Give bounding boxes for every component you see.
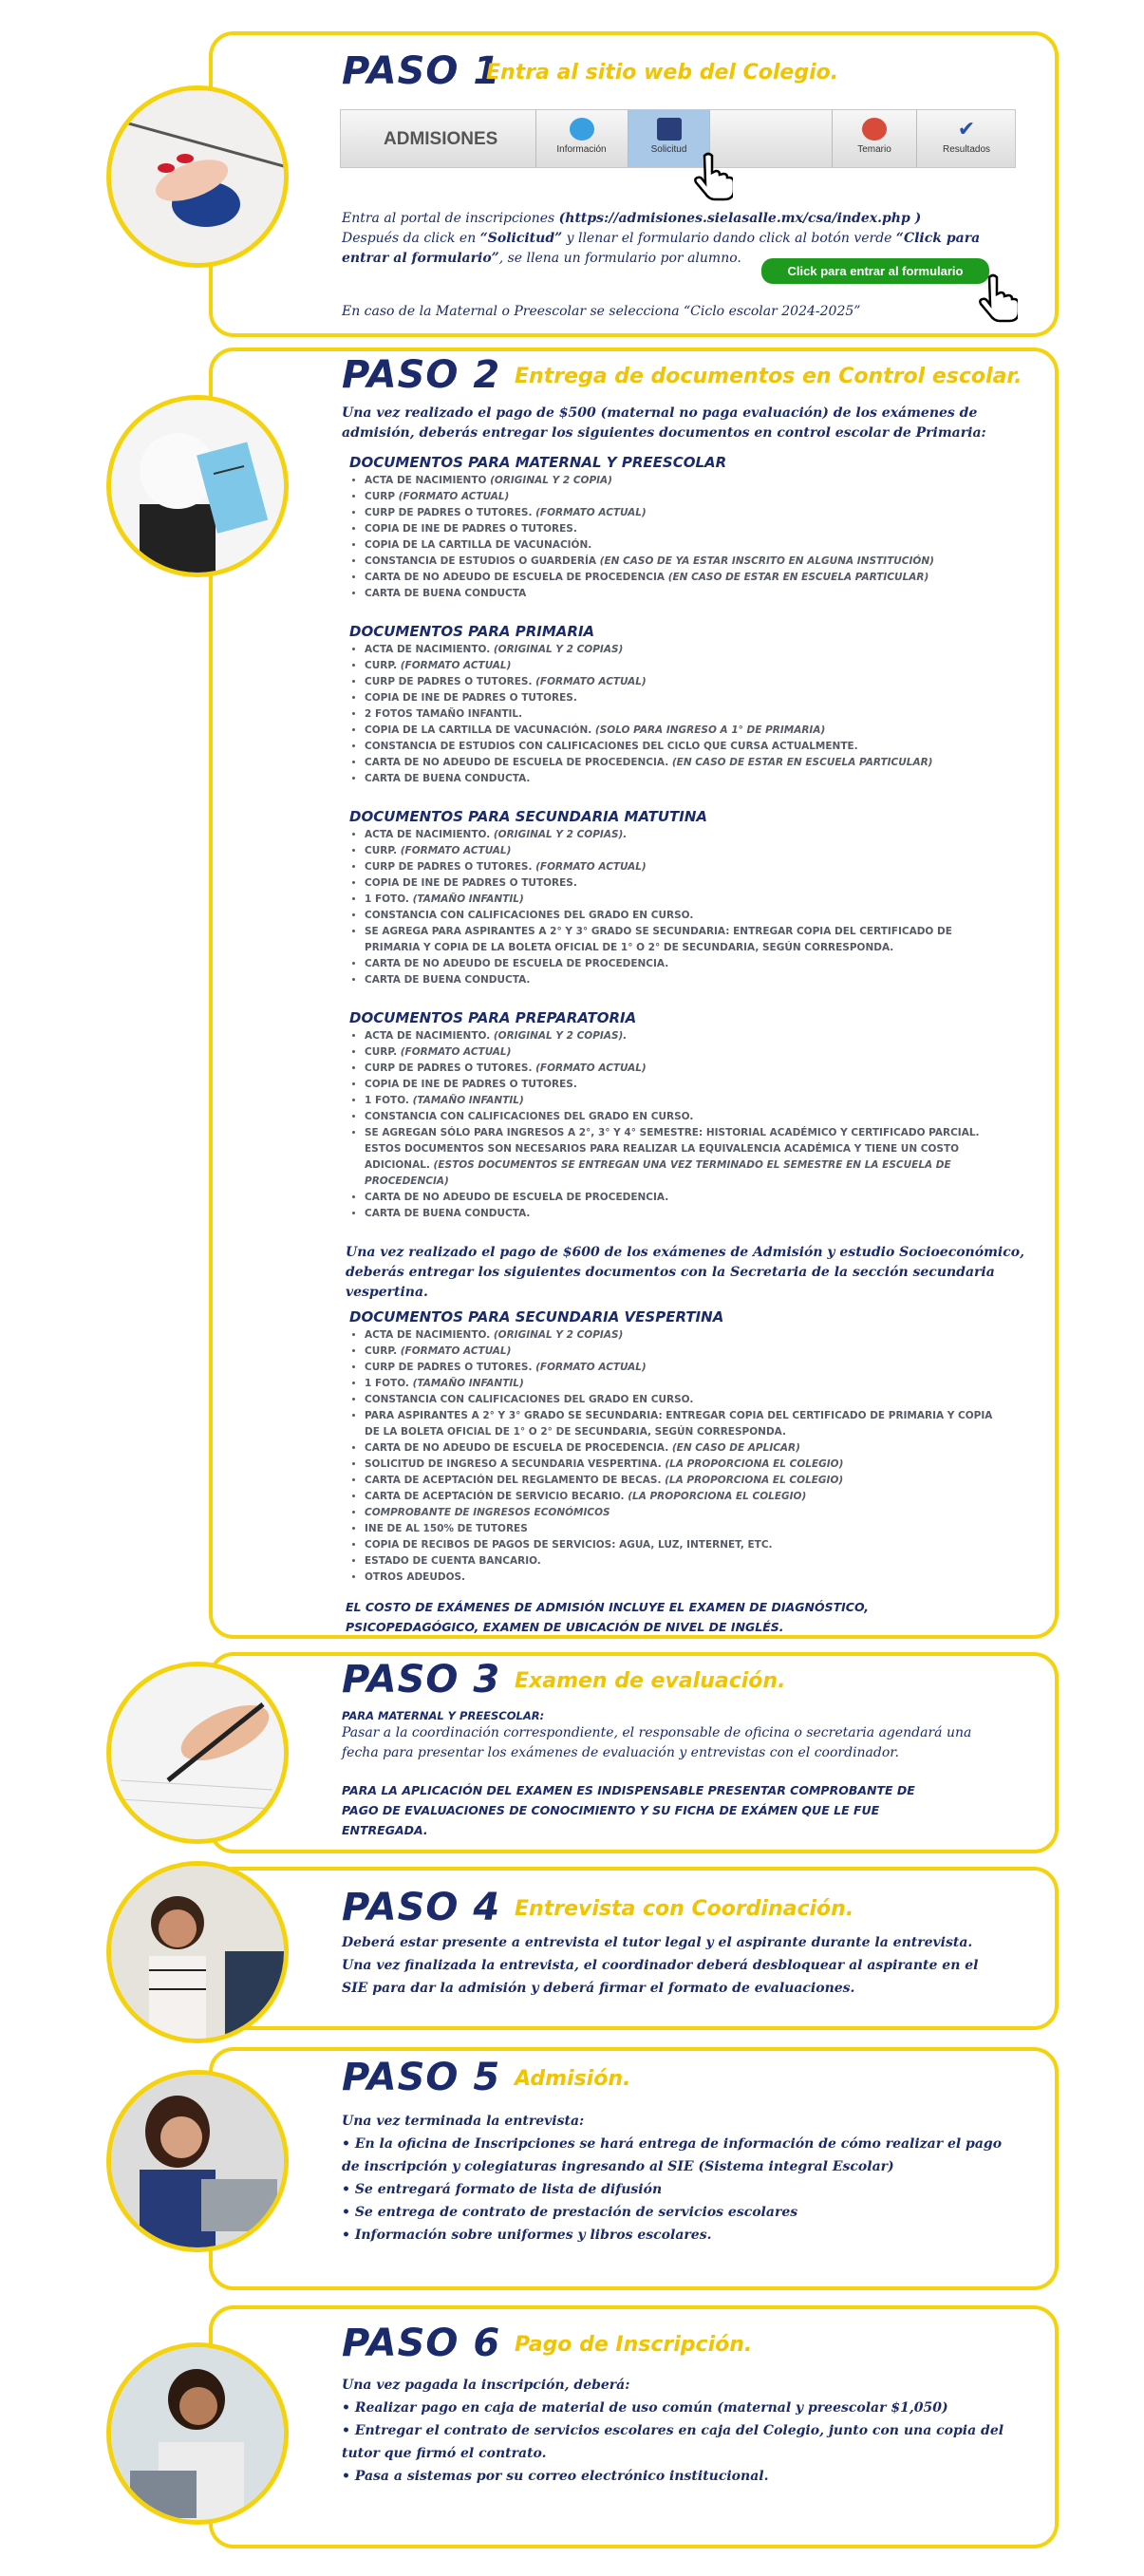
- document-text: SOLICITUD DE INGRESO A SECUNDARIA VESPERTINA.: [365, 1458, 666, 1470]
- click-formulario-button[interactable]: Click para entrar al formulario: [761, 258, 989, 284]
- document-item: [365, 642, 1010, 658]
- paso1-line3b: , se llena un formulario por alumno.: [498, 251, 741, 266]
- document-list: [346, 642, 1010, 787]
- portal-url-link[interactable]: (https://admisiones.sielasalle.mx/csa/index.php ): [558, 211, 922, 226]
- document-item: [365, 755, 1010, 771]
- document-item: [365, 1061, 1010, 1077]
- document-text: CARTA DE ACEPTACIÓN DEL REGLAMENTO DE BECAS.: [365, 1475, 666, 1486]
- admisiones-title: ADMISIONES: [384, 129, 498, 149]
- document-note: (TAMAÑO INFANTIL): [412, 893, 524, 905]
- document-note: (LA PROPORCIONA EL COLEGIO): [665, 1475, 844, 1486]
- document-note: (FORMATO ACTUAL): [535, 861, 647, 873]
- paso1-solicitud: “Solicitud”: [479, 231, 563, 246]
- document-item: [365, 521, 1010, 537]
- document-list: [346, 1028, 1010, 1222]
- document-text: PARA ASPIRANTES A 2° Y 3° GRADO SE SECUNDARIA: ENTREGAR COPIA DEL CERTIFICADO DE PRIMARIA Y COPIA DE LA BOLETA OFICIAL DE 1° O 2° DE SECUNDARIA, SEGÚN CORRESPONDA.: [365, 1410, 993, 1438]
- document-text: ACTA DE NACIMIENTO: [365, 475, 491, 486]
- paso3-photo-writing: [106, 1662, 289, 1844]
- document-note: (TAMAÑO INFANTIL): [412, 1378, 524, 1389]
- step-line: • Entregar el contrato de servicios escolares en caja del Colegio, junto con una copia del tutor que firmó el contrato.: [342, 2423, 1004, 2461]
- document-item: [365, 1077, 1010, 1093]
- document-note: (EN CASO DE YA ESTAR INSCRITO EN ALGUNA INSTITUCIÓN): [599, 555, 934, 567]
- document-text: 1 FOTO.: [365, 1378, 413, 1389]
- document-item: [365, 1521, 1010, 1537]
- document-item: [365, 1109, 1010, 1125]
- paso3-text: Pasar a la coordinación correspondiente, el responsable de oficina o secretaria agendará una fecha para presentar los exámenes de evaluación y entrevistas con el coordinador.: [342, 1725, 972, 1760]
- document-text: CURP.: [365, 1046, 401, 1058]
- document-item: [365, 827, 1010, 843]
- document-item: [365, 690, 1010, 706]
- document-text: COPIA DE LA CARTILLA DE VACUNACIÓN.: [365, 724, 595, 736]
- document-text: COPIA DE LA CARTILLA DE VACUNACIÓN.: [365, 539, 592, 551]
- document-note: (ORIGINAL Y 2 COPIAS): [493, 1329, 624, 1341]
- document-item: [365, 554, 1010, 570]
- document-text: CARTA DE BUENA CONDUCTA: [365, 588, 527, 599]
- document-item: [365, 843, 1010, 859]
- section-heading: DOCUMENTOS PARA PRIMARIA: [349, 623, 595, 640]
- document-section: [346, 1009, 1010, 1222]
- form-icon: [657, 118, 682, 141]
- document-item: [365, 723, 1010, 739]
- paso2-photo-clipboard: [106, 395, 289, 577]
- vespertina-list: [346, 1327, 1010, 1586]
- document-item: [365, 505, 1010, 521]
- document-item: [365, 1457, 1010, 1473]
- document-text: CURP DE PADRES O TUTORES.: [365, 1062, 536, 1074]
- document-item: [365, 658, 1010, 674]
- document-note: (EN CASO DE ESTAR EN ESCUELA PARTICULAR): [667, 572, 929, 583]
- document-text: COPIA DE INE DE PADRES O TUTORES.: [365, 523, 577, 535]
- paso1-line2d: “Click para: [895, 231, 981, 246]
- document-text: CARTA DE BUENA CONDUCTA.: [365, 773, 531, 784]
- document-item: [365, 972, 1010, 988]
- hand-cursor-icon-2: [976, 273, 1018, 323]
- document-item: [365, 1440, 1010, 1457]
- paso1-line2a: Después da click en: [342, 231, 480, 246]
- paso3-requirement: PARA LA APLICACIÓN DEL EXAMEN ES INDISPENSABLE PRESENTAR COMPROBANTE DE PAGO DE EVALUACIONES DE CONOCIMIENTO Y SU FICHA DE EXÁMEN QUE LE FUE ENTREGADA.: [342, 1783, 915, 1837]
- document-text: CONSTANCIA CON CALIFICACIONES DEL GRADO EN CURSO.: [365, 1394, 694, 1405]
- nav-solicitud-label: Solicitud: [650, 144, 687, 155]
- document-item: [365, 892, 1010, 908]
- paso2-sections: [346, 454, 1010, 1222]
- document-text: CURP.: [365, 1345, 401, 1357]
- document-text: ESTADO DE CUENTA BANCARIO.: [365, 1555, 541, 1567]
- document-item: [365, 1473, 1010, 1489]
- apple-icon: [862, 118, 887, 141]
- hand-mouse-illustration: [111, 90, 284, 263]
- document-item: [365, 875, 1010, 892]
- step-line: • Información sobre uniformes y libros escolares.: [342, 2228, 712, 2243]
- paso3-title: Examen de evaluación.: [515, 1669, 786, 1693]
- document-text: ACTA DE NACIMIENTO.: [365, 829, 494, 840]
- interview-illustration: [111, 1866, 284, 2039]
- document-text: CARTA DE BUENA CONDUCTA.: [365, 974, 531, 986]
- document-note: (FORMATO ACTUAL): [535, 676, 647, 687]
- paso4-title: Entrevista con Coordinación.: [515, 1897, 854, 1921]
- paso6-title: Pago de Inscripción.: [515, 2333, 753, 2357]
- document-note: (EN CASO DE ESTAR EN ESCUELA PARTICULAR): [671, 757, 933, 768]
- document-note: (ORIGINAL Y 2 COPIAS).: [493, 829, 628, 840]
- document-item: [365, 706, 1010, 723]
- document-note: (FORMATO ACTUAL): [535, 1062, 647, 1074]
- document-item: [365, 1093, 1010, 1109]
- document-text: CARTA DE ACEPTACIÓN DE SERVICIO BECARIO.: [365, 1491, 628, 1502]
- document-text: CONSTANCIA CON CALIFICACIONES DEL GRADO EN CURSO.: [365, 910, 694, 921]
- paso5-photo-laptop: [106, 2070, 289, 2252]
- document-text: SE AGREGAN SÓLO PARA INGRESOS A 2°, 3° Y 4° SEMESTRE: HISTORIAL ACADÉMICO Y CERTIFICADO PARCIAL. ESTOS DOCUMENTOS SON NECESARIOS PARA REALIZAR LA EQUIVALENCIA ACADÉMICA Y TIENE UN COSTO ADICIONAL.: [365, 1127, 980, 1171]
- document-item: [365, 908, 1010, 924]
- document-text: CURP DE PADRES O TUTORES.: [365, 861, 536, 873]
- document-text: CONSTANCIA CON CALIFICACIONES DEL GRADO EN CURSO.: [365, 1111, 694, 1122]
- document-text: CONSTANCIA DE ESTUDIOS CON CALIFICACIONES DEL CICLO QUE CURSA ACTUALMENTE.: [365, 741, 858, 752]
- section-heading: DOCUMENTOS PARA MATERNAL Y PREESCOLAR: [349, 454, 727, 471]
- document-text: CURP: [365, 491, 399, 502]
- step-line: • Se entrega de contrato de prestación de servicios escolares: [342, 2205, 798, 2220]
- document-text: CURP.: [365, 845, 401, 856]
- document-text: CURP.: [365, 660, 401, 671]
- document-item: [365, 956, 1010, 972]
- document-text: ACTA DE NACIMIENTO.: [365, 1030, 494, 1042]
- document-note: (ORIGINAL Y 2 COPIAS).: [493, 1030, 628, 1042]
- document-text: 2 FOTOS TAMAÑO INFANTIL.: [365, 708, 523, 720]
- writing-hand-illustration: [111, 1666, 284, 1839]
- document-item: [365, 1392, 1010, 1408]
- document-note: (LA PROPORCIONA EL COLEGIO): [665, 1458, 844, 1470]
- document-text: COPIA DE INE DE PADRES O TUTORES.: [365, 692, 577, 704]
- document-note: (FORMATO ACTUAL): [400, 1345, 512, 1357]
- document-text: COPIA DE RECIBOS DE PAGOS DE SERVICIOS: AGUA, LUZ, INTERNET, ETC.: [365, 1539, 773, 1551]
- document-text: COPIA DE INE DE PADRES O TUTORES.: [365, 1079, 577, 1090]
- step-line: Una vez terminada la entrevista:: [342, 2114, 585, 2129]
- document-item: [365, 771, 1010, 787]
- paso1-line1: Entra al portal de inscripciones: [342, 211, 559, 226]
- document-item: [365, 586, 1010, 602]
- paso4-photo-interview: [106, 1861, 289, 2043]
- document-list: [346, 473, 1010, 602]
- document-text: 1 FOTO.: [365, 1095, 413, 1106]
- document-section: [346, 623, 1010, 787]
- document-item: [365, 1125, 1010, 1190]
- document-note: (ESTOS DOCUMENTOS SE ENTREGAN UNA VEZ TERMINADO EL SEMESTRE EN LA ESCUELA DE PROCEDENCIA): [365, 1159, 951, 1187]
- document-item: [365, 859, 1010, 875]
- document-section: [346, 808, 1010, 988]
- document-text: COPIA DE INE DE PADRES O TUTORES.: [365, 877, 577, 889]
- document-item: [365, 1044, 1010, 1061]
- paso1-photo-mouse: [106, 85, 289, 268]
- document-text: CARTA DE NO ADEUDO DE ESCUELA DE PROCEDENCIA: [365, 572, 668, 583]
- section-heading: DOCUMENTOS PARA SECUNDARIA MATUTINA: [349, 808, 708, 825]
- document-item: [365, 1505, 1010, 1521]
- document-item: [365, 1028, 1010, 1044]
- paso5-list: [342, 2110, 1006, 2247]
- paso4-text: Deberá estar presente a entrevista el tutor legal y el aspirante durante la entrevista. Una vez finalizada la entrevista, el coordinador deberá desbloquear al aspirante en el SIE para dar la admisión y deberá firmar el formato de evaluaciones.: [342, 1935, 979, 1996]
- document-text: ACTA DE NACIMIENTO.: [365, 1329, 494, 1341]
- document-item: [365, 1190, 1010, 1206]
- paso3-subheading: PARA MATERNAL Y PREESCOLAR:: [342, 1709, 545, 1722]
- paso1-number: PASO 1: [342, 49, 501, 93]
- paso6-photo-phone: [106, 2342, 289, 2525]
- laptop-woman-illustration: [111, 2075, 284, 2247]
- document-list: [346, 827, 1010, 988]
- document-text: CARTA DE NO ADEUDO DE ESCUELA DE PROCEDENCIA.: [365, 1442, 672, 1454]
- document-item: [365, 570, 1010, 586]
- document-text: CONSTANCIA DE ESTUDIOS O GUARDERÍA: [365, 555, 600, 567]
- document-note: (FORMATO ACTUAL): [535, 507, 647, 518]
- paso4-number: PASO 4: [342, 1886, 501, 1929]
- info-icon: [570, 118, 594, 141]
- paso5-title: Admisión.: [515, 2067, 631, 2091]
- document-text: CARTA DE NO ADEUDO DE ESCUELA DE PROCEDENCIA.: [365, 958, 669, 969]
- document-text: SE AGREGA PARA ASPIRANTES A 2° Y 3° GRADO SE SECUNDARIA: ENTREGAR COPIA DEL CERTIFICADO DE PRIMARIA Y COPIA DE LA BOLETA OFICIAL DE 1° O 2° DE SECUNDARIA, SEGÚN CORRESPONDA.: [365, 926, 952, 953]
- document-note: (FORMATO ACTUAL): [400, 1046, 512, 1058]
- phone-woman-illustration: [111, 2347, 284, 2520]
- step-line: Una vez pagada la inscripción, deberá:: [342, 2378, 630, 2393]
- document-item: [365, 924, 1010, 956]
- nav-informacion-label: Información: [556, 144, 607, 155]
- document-note: (FORMATO ACTUAL): [400, 660, 512, 671]
- document-text: CARTA DE NO ADEUDO DE ESCUELA DE PROCEDENCIA.: [365, 1192, 669, 1203]
- document-text: ACTA DE NACIMIENTO.: [365, 644, 494, 655]
- document-item: [365, 1489, 1010, 1505]
- document-note: (FORMATO ACTUAL): [535, 1362, 647, 1373]
- document-item: [365, 489, 1010, 505]
- document-item: [365, 1537, 1010, 1553]
- document-text: CURP DE PADRES O TUTORES.: [365, 676, 536, 687]
- document-item: [365, 1344, 1010, 1360]
- document-note: (TAMAÑO INFANTIL): [412, 1095, 524, 1106]
- document-item: [365, 1327, 1010, 1344]
- paso1-line2c: y llenar el formulario dando click al botón verde: [562, 231, 896, 246]
- paso1-title: Entra al sitio web del Colegio.: [486, 61, 839, 85]
- document-item: [365, 1360, 1010, 1376]
- document-note: (FORMATO ACTUAL): [398, 491, 510, 502]
- document-text: INE DE AL 150% DE TUTORES: [365, 1523, 528, 1534]
- document-text: CARTA DE BUENA CONDUCTA.: [365, 1208, 531, 1219]
- document-item: [365, 1206, 1010, 1222]
- paso3-number: PASO 3: [342, 1658, 501, 1702]
- nav-temario-label: Temario: [857, 144, 891, 155]
- nav-temario[interactable]: [832, 110, 916, 167]
- vespertina-intro: Una vez realizado el pago de $600 de los exámenes de Admisión y estudio Socioeconómico, deberás entregar los siguientes documentos con la Secretaria de la sección secundaria vespertina.: [346, 1245, 1024, 1300]
- step-line: • En la oficina de Inscripciones se hará entrega de información de cómo realizar el pago de inscripción y colegiaturas ingresando al SIE (Sistema integral Escolar): [342, 2136, 1003, 2174]
- paso1-line3a: entrar al formulario”: [342, 251, 499, 266]
- document-item: [365, 1376, 1010, 1392]
- section-secundaria-vespertina: [346, 1308, 1010, 1586]
- step-line: • Realizar pago en caja de material de uso común (maternal y preescolar $1,050): [342, 2400, 948, 2416]
- document-text: 1 FOTO.: [365, 893, 413, 905]
- document-text: CURP DE PADRES O TUTORES.: [365, 507, 536, 518]
- paso6-list: [342, 2374, 1006, 2488]
- costo-note: EL COSTO DE EXÁMENES DE ADMISIÓN INCLUYE EL EXAMEN DE DIAGNÓSTICO, PSICOPEDAGÓGICO, EXAMEN DE UBICACIÓN DE NIVEL DE INGLÉS.: [346, 1600, 870, 1634]
- paso2-title: Entrega de documentos en Control escolar.: [515, 365, 1022, 388]
- document-note: (EN CASO DE APLICAR): [671, 1442, 800, 1454]
- document-item: [365, 739, 1010, 755]
- document-note: (ORIGINAL Y 2 COPIAS): [493, 644, 624, 655]
- checkmark-icon: ✔: [957, 117, 976, 141]
- document-note: COMPROBANTE DE INGRESOS ECONÓMICOS: [365, 1507, 610, 1518]
- paso2-number: PASO 2: [342, 353, 501, 397]
- document-text: OTROS ADEUDOS.: [365, 1571, 466, 1583]
- step-line: • Se entregará formato de lista de difusión: [342, 2182, 663, 2197]
- document-item: [365, 674, 1010, 690]
- paso6-number: PASO 6: [342, 2322, 501, 2365]
- document-item: [365, 1553, 1010, 1570]
- document-item: [365, 473, 1010, 489]
- document-item: [365, 537, 1010, 554]
- document-text: CARTA DE NO ADEUDO DE ESCUELA DE PROCEDENCIA.: [365, 757, 672, 768]
- paso1-note: En caso de la Maternal o Preescolar se selecciona “Ciclo escolar 2024-2025”: [342, 304, 861, 319]
- hand-cursor-icon: [691, 152, 733, 201]
- document-item: [365, 1570, 1010, 1586]
- document-note: (LA PROPORCIONA EL COLEGIO): [628, 1491, 807, 1502]
- document-note: (FORMATO ACTUAL): [400, 845, 512, 856]
- step-line: • Pasa a sistemas por su correo electrónico institucional.: [342, 2469, 769, 2484]
- nav-resultados[interactable]: [916, 110, 1016, 167]
- paso2-document-lists: [346, 454, 1024, 1670]
- document-note: (SOLO PARA INGRESO A 1° DE PRIMARIA): [594, 724, 826, 736]
- paso2-intro: Una vez realizado el pago de $500 (maternal no paga evaluación) de los exámenes de admisión, deberás entregar los siguientes documentos en control escolar de Primaria:: [342, 405, 986, 441]
- document-item: [365, 1408, 1010, 1440]
- section-heading: DOCUMENTOS PARA SECUNDARIA VESPERTINA: [349, 1308, 724, 1326]
- clipboard-illustration: [111, 400, 284, 573]
- document-section: [346, 454, 1010, 602]
- admisiones-nav-bar: [340, 109, 1016, 168]
- nav-informacion[interactable]: [535, 110, 627, 167]
- document-text: CURP DE PADRES O TUTORES.: [365, 1362, 536, 1373]
- paso5-number: PASO 5: [342, 2056, 501, 2099]
- section-heading: DOCUMENTOS PARA PREPARATORIA: [349, 1009, 637, 1026]
- nav-resultados-label: Resultados: [942, 144, 991, 155]
- document-note: (ORIGINAL Y 2 COPIA): [490, 475, 612, 486]
